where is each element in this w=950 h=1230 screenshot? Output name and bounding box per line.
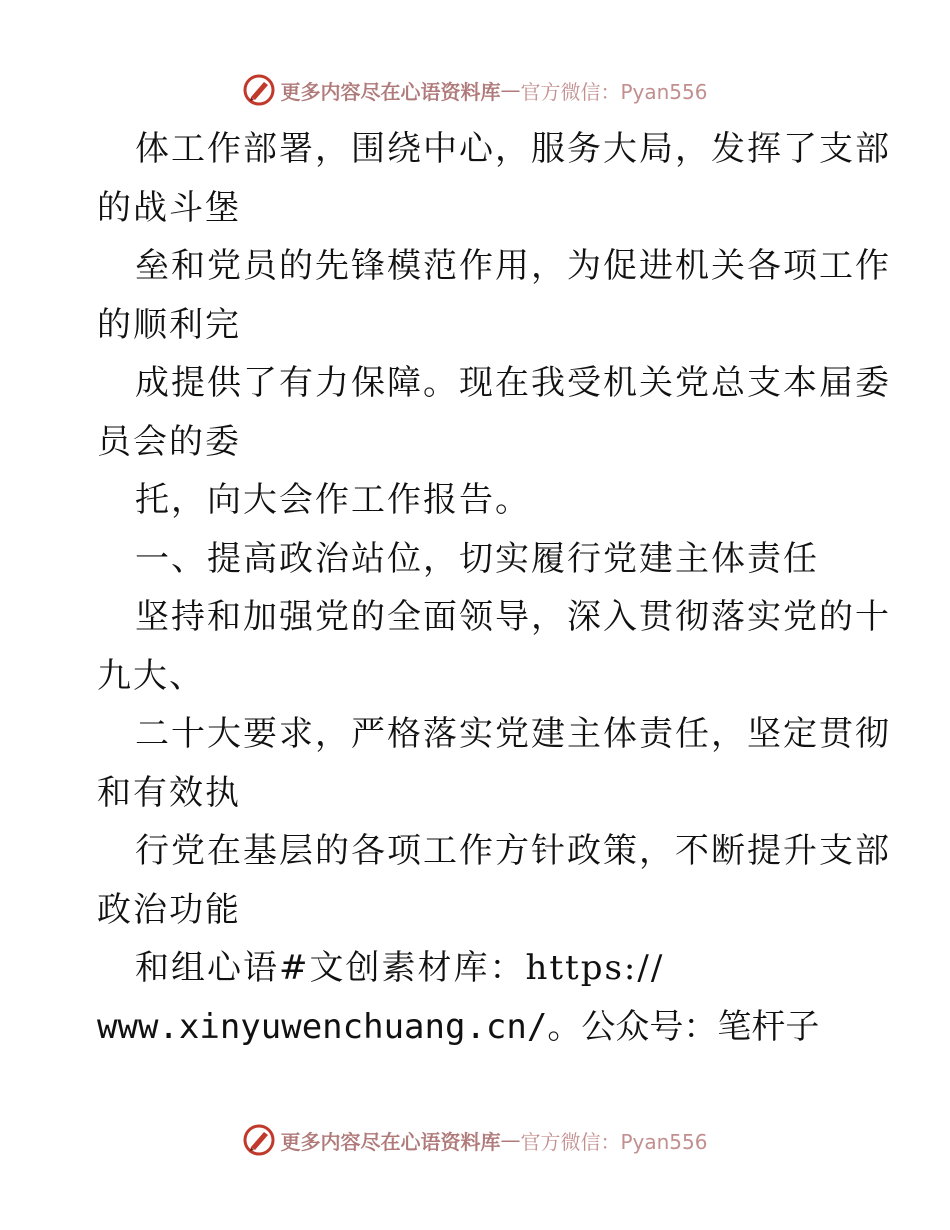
- body-line: 体工作部署，围绕中心，服务大局，发挥了支部: [135, 129, 891, 169]
- footer-banner-separator: —: [500, 1128, 521, 1152]
- header-banner-contact: 官方微信：Pyan556: [520, 79, 708, 104]
- body-line: 九大、: [97, 655, 205, 696]
- pen-logo-icon: [242, 1123, 276, 1157]
- footer-banner: [0, 1120, 950, 1160]
- body-line: 和有效执: [97, 772, 241, 813]
- body-line: 二十大要求，严格落实党建主体责任，坚定贯彻: [135, 714, 891, 754]
- body-line: 托，向大会作工作报告。: [135, 480, 531, 520]
- section-heading: 一、提高政治站位，切实履行党建主体责任: [135, 538, 819, 579]
- website-link-line: www.xinyuwenchuang.cn/。公众号：笔杆子: [97, 1006, 820, 1047]
- document-body: [97, 120, 891, 1056]
- body-line: 的战斗堡: [97, 187, 241, 228]
- header-banner-separator: —: [500, 78, 521, 102]
- body-line: 员会的委: [97, 421, 241, 462]
- body-line: 政治功能: [97, 889, 241, 930]
- body-line: 垒和党员的先锋模范作用，为促进机关各项工作: [135, 246, 891, 286]
- body-line: 和组心语#文创素材库：https://: [135, 948, 665, 988]
- body-line: 成提供了有力保障。现在我受机关党总支本届委: [135, 363, 891, 403]
- body-line: 行党在基层的各项工作方针政策，不断提升支部: [135, 831, 891, 871]
- footer-banner-contact: 官方微信：Pyan556: [520, 1129, 708, 1154]
- body-line: 坚持和加强党的全面领导，深入贯彻落实党的十: [135, 597, 891, 637]
- footer-banner-text: 更多内容尽在心语资料库: [280, 1129, 501, 1154]
- header-banner-text: 更多内容尽在心语资料库: [280, 79, 501, 104]
- pen-logo-icon: [242, 73, 276, 107]
- body-line: 的顺利完: [97, 304, 241, 345]
- header-banner: [0, 70, 950, 110]
